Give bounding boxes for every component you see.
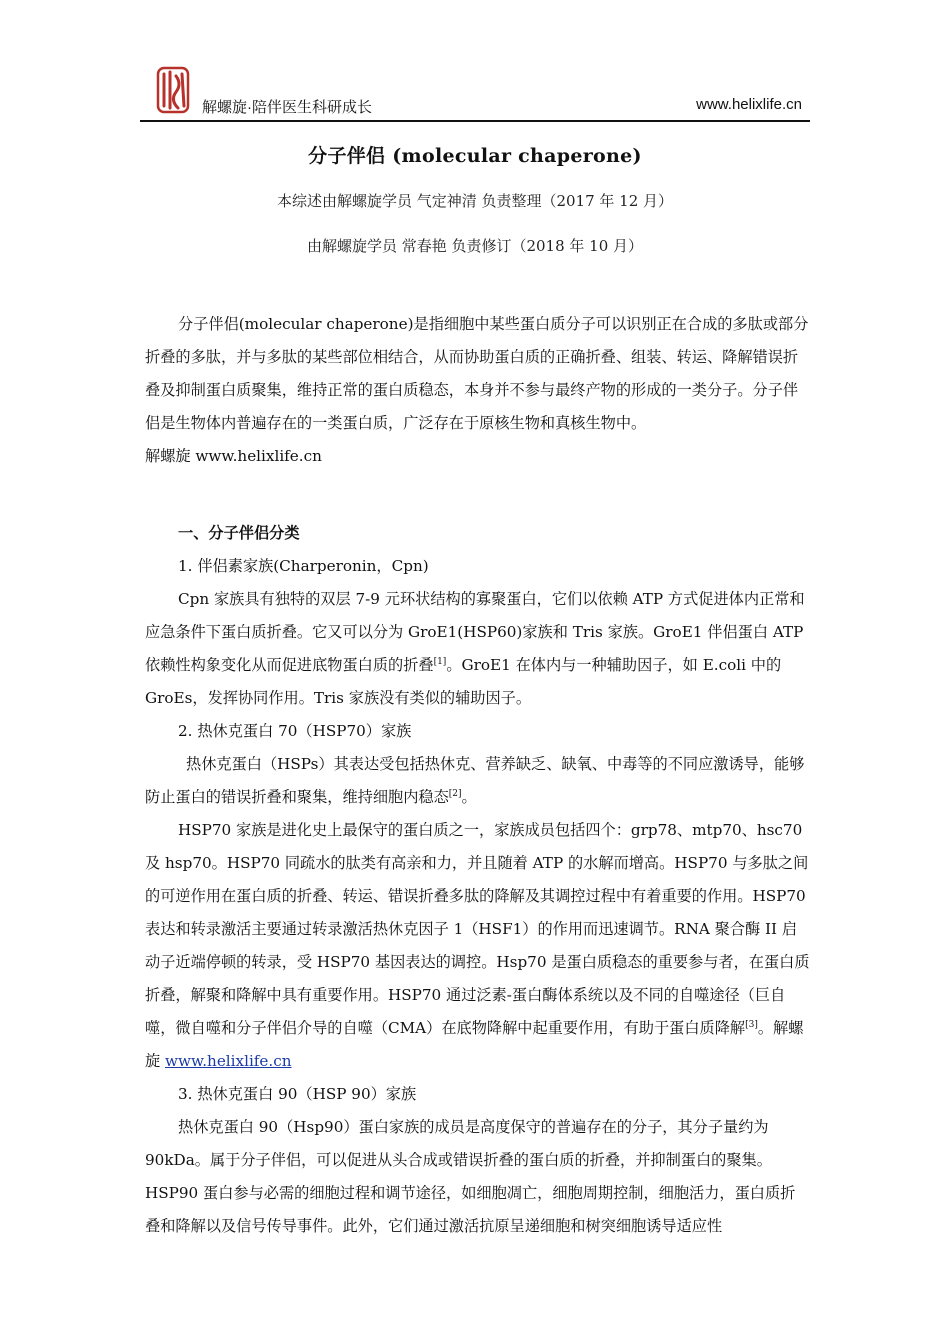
hsp-text-a: 热休克蛋白（HSPs）其表达受包括热休克、营养缺乏、缺氧、中毒等的不同应激诱导，能够防止蛋白的错误折叠和聚集，维持细胞内稳态 bbox=[145, 755, 805, 806]
hsp-paragraph bbox=[145, 748, 810, 814]
helix-logo-seal bbox=[156, 66, 190, 114]
chaperonin-text-b: 。GroE1 在体内与一种辅助因子，如 E.coli 中的 GroEs，发挥协同作用。Tris 家族没有类似的辅助因子。 bbox=[145, 656, 782, 707]
hsp70-paragraph bbox=[145, 814, 810, 1078]
header-rule bbox=[140, 120, 810, 122]
compiled-by-line: 本综述由解螺旋学员 气定神清 负责整理（2017 年 12 月） bbox=[276, 192, 674, 210]
subsection-title-hsp90: 3. 热休克蛋白 90（HSP 90）家族 bbox=[178, 1085, 417, 1103]
chaperonin-text-a: Cpn 家族具有独特的双层 7-9 元环状结构的寡聚蛋白，它们以依赖 ATP 方式促进体内正常和应急条件下蛋白质折叠。它又可以分为 GroE1(HSP60)家族和 Tris 家族。GroE1 伴侣蛋白 ATP 依赖性构象变化从而促进底物蛋白质的折叠 bbox=[145, 590, 805, 674]
chaperonin-paragraph bbox=[145, 583, 810, 715]
citation-2[interactable]: [2] bbox=[448, 788, 462, 799]
hsp-text-b: 。 bbox=[461, 788, 477, 806]
intro-site-line: 解螺旋 www.helixlife.cn bbox=[145, 447, 322, 465]
intro-paragraph bbox=[145, 308, 810, 440]
citation-3[interactable]: [3] bbox=[745, 1019, 758, 1030]
helixlife-link[interactable]: www.helixlife.cn bbox=[165, 1052, 292, 1070]
subsection-title-chaperonin: 1. 伴侣素家族(Charperonin，Cpn) bbox=[178, 557, 429, 575]
header-website[interactable]: www.helixlife.cn bbox=[696, 96, 802, 113]
revised-by-line: 由解螺旋学员 常春艳 负责修订（2018 年 10 月） bbox=[306, 237, 644, 255]
subsection-title-hsp70: 2. 热休克蛋白 70（HSP70）家族 bbox=[178, 722, 412, 740]
page-title: 分子伴侣 (molecular chaperone) bbox=[308, 145, 642, 167]
document-body bbox=[145, 308, 810, 1243]
header-tagline: 解螺旋·陪伴医生科研成长 bbox=[202, 99, 372, 116]
hsp70-text-a: HSP70 家族是进化史上最保守的蛋白质之一，家族成员包括四个：grp78、mtp70、hsc70 及 hsp70。HSP70 同疏水的肽类有高亲和力，并且随着 ATP 的水解而增高。HSP70 与多肽之间的可逆作用在蛋白质的折叠、转运、错误折叠多肽的降解及其调控过程中有着重要的作用。HSP70 表达和转录激活主要通过转录激活热休克因子 1（HSF1）的作用而迅速调节。RNA 聚合酶 II 启动子近端停顿的转录，受 HSP70 基因表达的调控。Hsp70 是蛋白质稳态的重要参与者，在蛋白质折叠，解聚和降解中具有重要作用。HSP70 通过泛素-蛋白酶体系统以及不同的自噬途径（巨自噬，微自噬和分子伴侣介导的自噬（CMA）在底物降解中起重要作用，有助于蛋白质降解 bbox=[145, 821, 810, 1037]
page-header bbox=[140, 60, 810, 122]
intro-text: 分子伴侣(molecular chaperone)是指细胞中某些蛋白质分子可以识别正在合成的多肽或部分折叠的多肽，并与多肽的某些部位相结合，从而协助蛋白质的正确折叠、组装、转运、降解错误折叠及抑制蛋白质聚集，维持正常的蛋白质稳态，本身并不参与最终产物的形成的一类分子。分子伴侣是生物体内普遍存在的一类蛋白质，广泛存在于原核生物和真核生物中。 bbox=[145, 315, 809, 432]
section-heading-classification: 一、分子伴侣分类 bbox=[178, 524, 300, 542]
hsp90-paragraph: 热休克蛋白 90（Hsp90）蛋白家族的成员是高度保守的普遍存在的分子，其分子量约为 90kDa。属于分子伴侣，可以促进从头合成或错误折叠的蛋白质的折叠，并抑制蛋白的聚集。HSP90 蛋白参与必需的细胞过程和调节途径，如细胞凋亡，细胞周期控制，细胞活力，蛋白质折叠和降解以及信号传导事件。此外，它们通过激活抗原呈递细胞和树突细胞诱导适应性 bbox=[145, 1118, 796, 1235]
citation-1[interactable]: [1] bbox=[433, 656, 447, 667]
hsp70-text-b: 。解螺旋 bbox=[145, 1019, 804, 1070]
